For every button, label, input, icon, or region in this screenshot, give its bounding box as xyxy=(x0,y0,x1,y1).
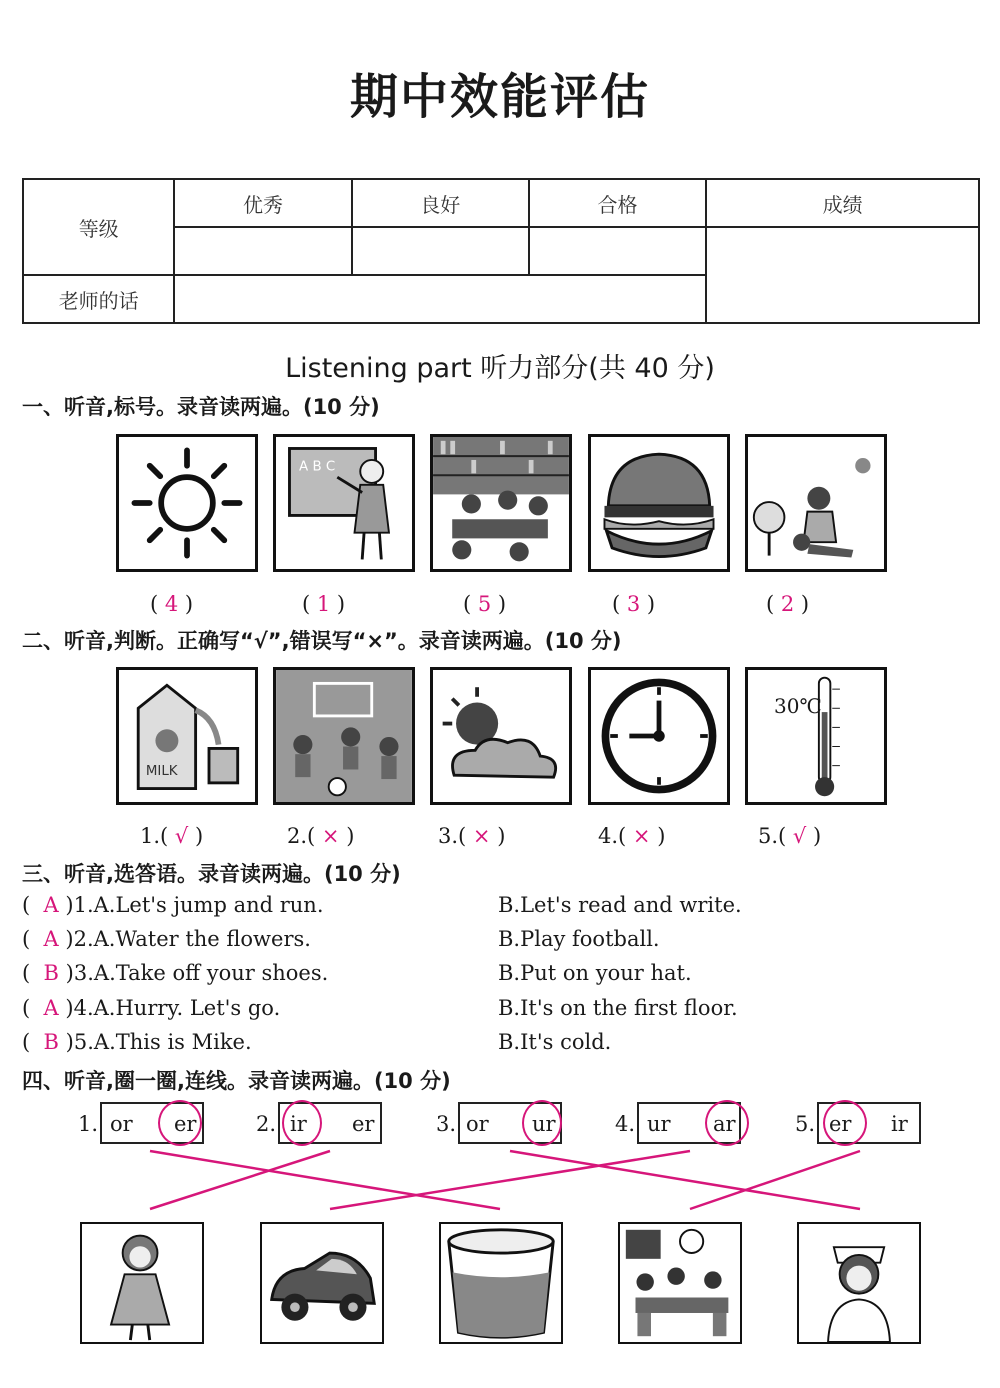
section4-heading: 四、听音,圈一圈,连线。录音读两遍。(10 分) xyxy=(22,1069,451,1093)
car-icon xyxy=(260,1222,384,1344)
s4-box-1[interactable]: or er xyxy=(100,1102,204,1144)
water-glass-icon xyxy=(439,1222,563,1344)
clock-icon xyxy=(588,667,730,805)
sun-icon xyxy=(116,434,258,572)
teacher-icon xyxy=(273,434,415,572)
s4-num-4: 4. xyxy=(615,1112,636,1136)
svg-text:MILK: MILK xyxy=(145,764,178,780)
s3-item-2[interactable]: ( A )2.A.Water the flowers. xyxy=(22,927,311,951)
milk-icon xyxy=(116,667,258,805)
s2-answer-1[interactable]: 1.( √ ) xyxy=(140,824,204,848)
s4-num-1: 1. xyxy=(78,1112,99,1136)
s3-option-1b: B.Let's read and write. xyxy=(498,893,742,917)
score-label: 成绩 xyxy=(706,179,979,227)
excellent-cell[interactable] xyxy=(174,227,351,275)
thermometer-reading: 30℃ xyxy=(774,694,822,718)
s3-item-3[interactable]: ( B )3.A.Take off your shoes. xyxy=(22,961,329,985)
section2-heading: 二、听音,判断。正确写“√”,错误写“×”。录音读两遍。(10 分) xyxy=(22,629,622,653)
fan-icon xyxy=(745,434,887,572)
s1-answer-3[interactable]: ( 5 ) xyxy=(463,592,507,616)
s4-box-4[interactable]: ur ar xyxy=(637,1102,741,1144)
grade-table xyxy=(22,178,980,324)
weather-icon xyxy=(430,667,572,805)
s2-answer-3[interactable]: 3.( × ) xyxy=(438,824,506,848)
matching-lines xyxy=(0,1145,1000,1225)
s4-num-3: 3. xyxy=(436,1112,457,1136)
s4-box-2[interactable]: ir er xyxy=(278,1102,382,1144)
teacher-comment-cell[interactable] xyxy=(174,275,706,323)
s2-answer-2[interactable]: 2.( × ) xyxy=(287,824,355,848)
answer-circle xyxy=(823,1100,867,1146)
answer-circle xyxy=(158,1100,202,1146)
girl-icon xyxy=(80,1222,204,1344)
level-label: 等级 xyxy=(23,179,174,275)
s1-answer-2[interactable]: ( 1 ) xyxy=(302,592,346,616)
answer-circle xyxy=(522,1100,562,1146)
dinner-icon xyxy=(618,1222,742,1344)
listening-heading: Listening part 听力部分(共 40 分) xyxy=(285,353,715,384)
s2-answer-4[interactable]: 4.( × ) xyxy=(598,824,666,848)
page-title: 期中效能评估 xyxy=(349,69,650,125)
s4-num-2: 2. xyxy=(256,1112,277,1136)
teacher-label: 老师的话 xyxy=(23,275,174,323)
s3-item-1[interactable]: ( A )1.A.Let's jump and run. xyxy=(22,893,324,917)
level-excellent: 优秀 xyxy=(174,179,351,227)
s3-item-5[interactable]: ( B )5.A.This is Mike. xyxy=(22,1030,252,1054)
section1-heading: 一、听音,标号。录音读两遍。(10 分) xyxy=(22,395,380,419)
library-icon xyxy=(430,434,572,572)
s3-option-4b: B.It's on the first floor. xyxy=(498,996,738,1020)
s1-answer-1[interactable]: ( 4 ) xyxy=(150,592,194,616)
s4-box-3[interactable]: or ur xyxy=(458,1102,562,1144)
s1-answer-5[interactable]: ( 2 ) xyxy=(766,592,810,616)
s3-option-5b: B.It's cold. xyxy=(498,1030,612,1054)
s1-answer-4[interactable]: ( 3 ) xyxy=(612,592,656,616)
s3-option-2b: B.Play football. xyxy=(498,927,660,951)
level-good: 良好 xyxy=(352,179,529,227)
s4-box-5[interactable]: er ir xyxy=(817,1102,921,1144)
football-icon xyxy=(273,667,415,805)
s3-item-4[interactable]: ( A )4.A.Hurry. Let's go. xyxy=(22,996,281,1020)
hamburger-icon xyxy=(588,434,730,572)
thermometer-icon xyxy=(745,667,887,805)
answer-circle xyxy=(705,1100,749,1146)
s2-answer-5[interactable]: 5.( √ ) xyxy=(758,824,822,848)
level-pass: 合格 xyxy=(529,179,706,227)
svg-text:A B C: A B C xyxy=(299,459,336,475)
nurse-icon xyxy=(797,1222,921,1344)
answer-circle xyxy=(282,1100,322,1146)
s4-num-5: 5. xyxy=(795,1112,816,1136)
s3-option-3b: B.Put on your hat. xyxy=(498,961,692,985)
score-cell[interactable] xyxy=(706,227,979,323)
good-cell[interactable] xyxy=(352,227,529,275)
section3-heading: 三、听音,选答语。录音读两遍。(10 分) xyxy=(22,862,401,886)
pass-cell[interactable] xyxy=(529,227,706,275)
